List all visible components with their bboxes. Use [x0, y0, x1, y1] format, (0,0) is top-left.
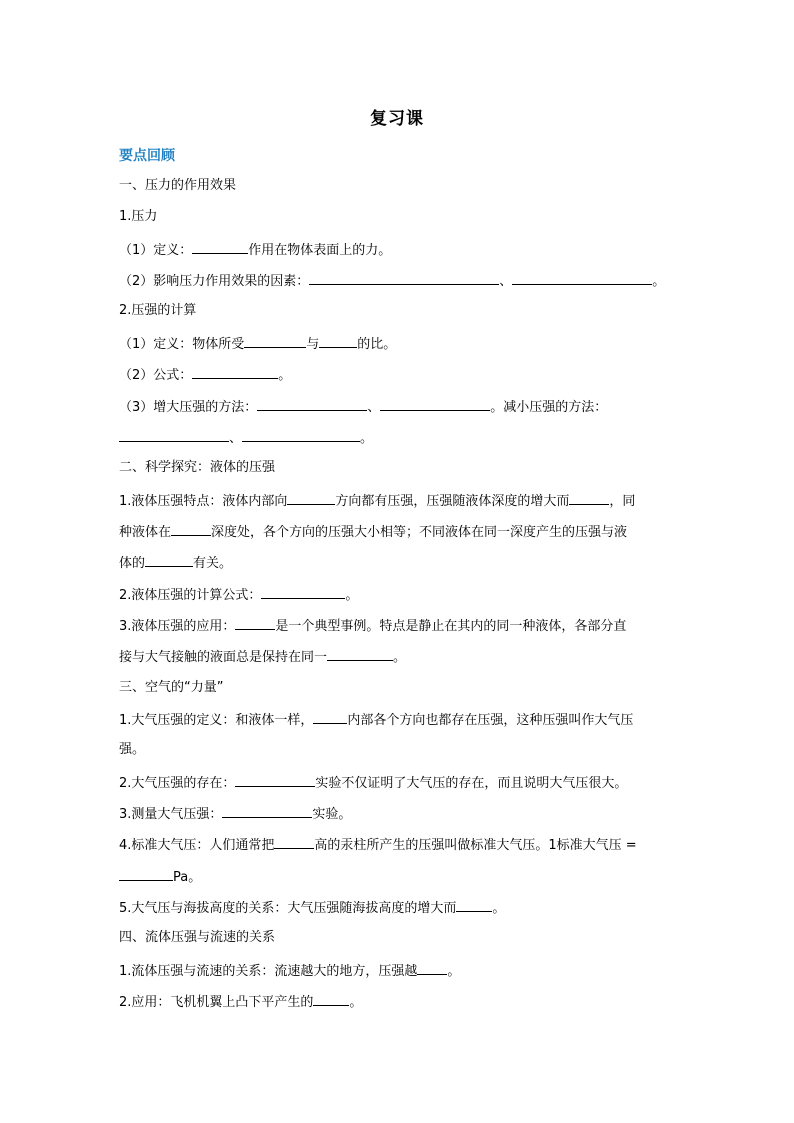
line-text: 实验不仅证明了大气压的存在，而且说明大气压很大。: [315, 776, 628, 791]
line-text: 1.流体压强与流速的关系：流速越大的地方，压强越: [119, 964, 418, 979]
line-text: 方向都有压强，压强随液体深度的增大而: [335, 494, 570, 509]
question-line: [119, 271, 679, 291]
answer-blank[interactable]: [235, 773, 315, 787]
line-text: （2）公式：: [119, 368, 193, 383]
answer-blank[interactable]: [319, 334, 357, 348]
line-text: 。减小压强的方法：: [490, 400, 608, 415]
question-line: [119, 585, 679, 605]
page-title: 复习课: [370, 109, 424, 129]
line-text: 与: [306, 337, 320, 352]
answer-blank[interactable]: [309, 271, 499, 285]
line-text: 。: [345, 588, 359, 603]
line-text: 内部各个方向也都存在压强，这种压强叫作大气压: [347, 713, 634, 728]
question-line: [119, 397, 679, 417]
line-text: 种液体在: [119, 525, 172, 540]
question-line: [119, 365, 679, 385]
answer-blank[interactable]: [119, 867, 173, 881]
line-text: 。: [349, 995, 363, 1010]
line-text: 3.测量大气压强：: [119, 807, 223, 822]
answer-blank[interactable]: [192, 365, 278, 379]
subheading-pressure-calculation: [119, 302, 679, 320]
answer-blank[interactable]: [235, 616, 275, 630]
answer-blank[interactable]: [569, 491, 609, 505]
line-text: 2.液体压强的计算公式：: [119, 588, 262, 603]
line-text: 的比。: [357, 337, 397, 352]
question-line: [119, 961, 679, 981]
line-text: 1.大气压强的定义：和液体一样，: [119, 713, 314, 728]
answer-blank[interactable]: [313, 710, 347, 724]
answer-blank[interactable]: [119, 428, 229, 442]
question-line: [119, 553, 679, 573]
question-line: [119, 616, 679, 636]
line-text: 。: [393, 650, 407, 665]
section-heading-key-points: 要点回顾: [119, 148, 175, 164]
line-text: 1.压力: [119, 209, 158, 224]
section-heading-fluid-pressure: [119, 929, 679, 947]
question-line: [119, 773, 679, 793]
question-line: [119, 804, 679, 824]
question-line: [119, 522, 679, 542]
line-text: 四、流体压强与流速的关系: [119, 930, 276, 945]
line-text: 1.液体压强特点：液体内部向: [119, 494, 288, 509]
answer-blank[interactable]: [257, 397, 367, 411]
line-text: 、: [499, 274, 513, 289]
question-line: [119, 491, 679, 511]
line-text: 接与大气接触的液面总是保持在同一: [119, 650, 328, 665]
line-text: 。: [492, 901, 506, 916]
answer-blank[interactable]: [512, 271, 652, 285]
question-line: [119, 898, 679, 918]
question-line: [119, 428, 679, 448]
question-line: [119, 867, 679, 887]
question-line: [119, 240, 679, 260]
line-text: 三、空气的“力量”: [119, 680, 224, 695]
line-text: ，同: [609, 494, 636, 509]
answer-blank[interactable]: [313, 992, 349, 1006]
line-text: （1）定义：: [119, 243, 193, 258]
answer-blank[interactable]: [287, 491, 335, 505]
question-line: [119, 992, 679, 1012]
line-text: （2）影响压力作用效果的因素：: [119, 274, 310, 289]
subheading-pressure: [119, 208, 679, 226]
section-heading-liquid-pressure: [119, 459, 679, 477]
line-text: 2.压强的计算: [119, 303, 197, 318]
answer-blank[interactable]: [417, 961, 447, 975]
line-text: 二、科学探究：液体的压强: [119, 460, 276, 475]
line-text: 2.应用：飞机机翼上凸下平产生的: [119, 995, 314, 1010]
line-text: （3）增大压强的方法：: [119, 400, 258, 415]
line-text: 5.大气压与海拔高度的关系：大气压强随海拔高度的增大而: [119, 901, 457, 916]
answer-blank[interactable]: [261, 585, 345, 599]
line-text: 3.液体压强的应用：: [119, 619, 236, 634]
section-heading-pressure-effect: [119, 177, 679, 195]
line-text: 高的汞柱所产生的压强叫做标准大气压。1标准大气压 =: [314, 838, 637, 853]
question-line: [119, 334, 679, 354]
answer-blank[interactable]: [327, 647, 393, 661]
answer-blank[interactable]: [380, 397, 490, 411]
section-heading-air-power: [119, 679, 679, 697]
line-text: 有关。: [193, 556, 233, 571]
question-line: [119, 741, 679, 759]
question-line: [119, 710, 679, 730]
line-text: 作用在物体表面上的力。: [248, 243, 392, 258]
answer-blank[interactable]: [242, 428, 360, 442]
answer-blank[interactable]: [192, 240, 248, 254]
line-text: 体的: [119, 556, 146, 571]
line-text: 是一个典型事例。特点是静止在其内的同一种液体，各部分直: [275, 619, 627, 634]
line-text: 。: [447, 964, 461, 979]
question-line: [119, 647, 679, 667]
line-text: （1）定义：物体所受: [119, 337, 245, 352]
answer-blank[interactable]: [171, 522, 211, 536]
line-text: 。: [360, 431, 374, 446]
line-text: 、: [229, 431, 243, 446]
line-text: 4.标准大气压：人们通常把: [119, 838, 275, 853]
line-text: 一、压力的作用效果: [119, 178, 237, 193]
answer-blank[interactable]: [274, 835, 314, 849]
answer-blank[interactable]: [456, 898, 492, 912]
line-text: 2.大气压强的存在：: [119, 776, 236, 791]
line-text: 。: [278, 368, 292, 383]
line-text: 强。: [119, 742, 146, 757]
line-text: 、: [367, 400, 381, 415]
question-line: [119, 835, 679, 855]
answer-blank[interactable]: [244, 334, 306, 348]
answer-blank[interactable]: [145, 553, 193, 567]
line-text: 深度处，各个方向的压强大小相等；不同液体在同一深度产生的压强与液: [211, 525, 628, 540]
line-text: 实验。: [312, 807, 352, 822]
line-text: 。: [652, 274, 666, 289]
line-text: Pa。: [173, 870, 202, 885]
answer-blank[interactable]: [222, 804, 312, 818]
